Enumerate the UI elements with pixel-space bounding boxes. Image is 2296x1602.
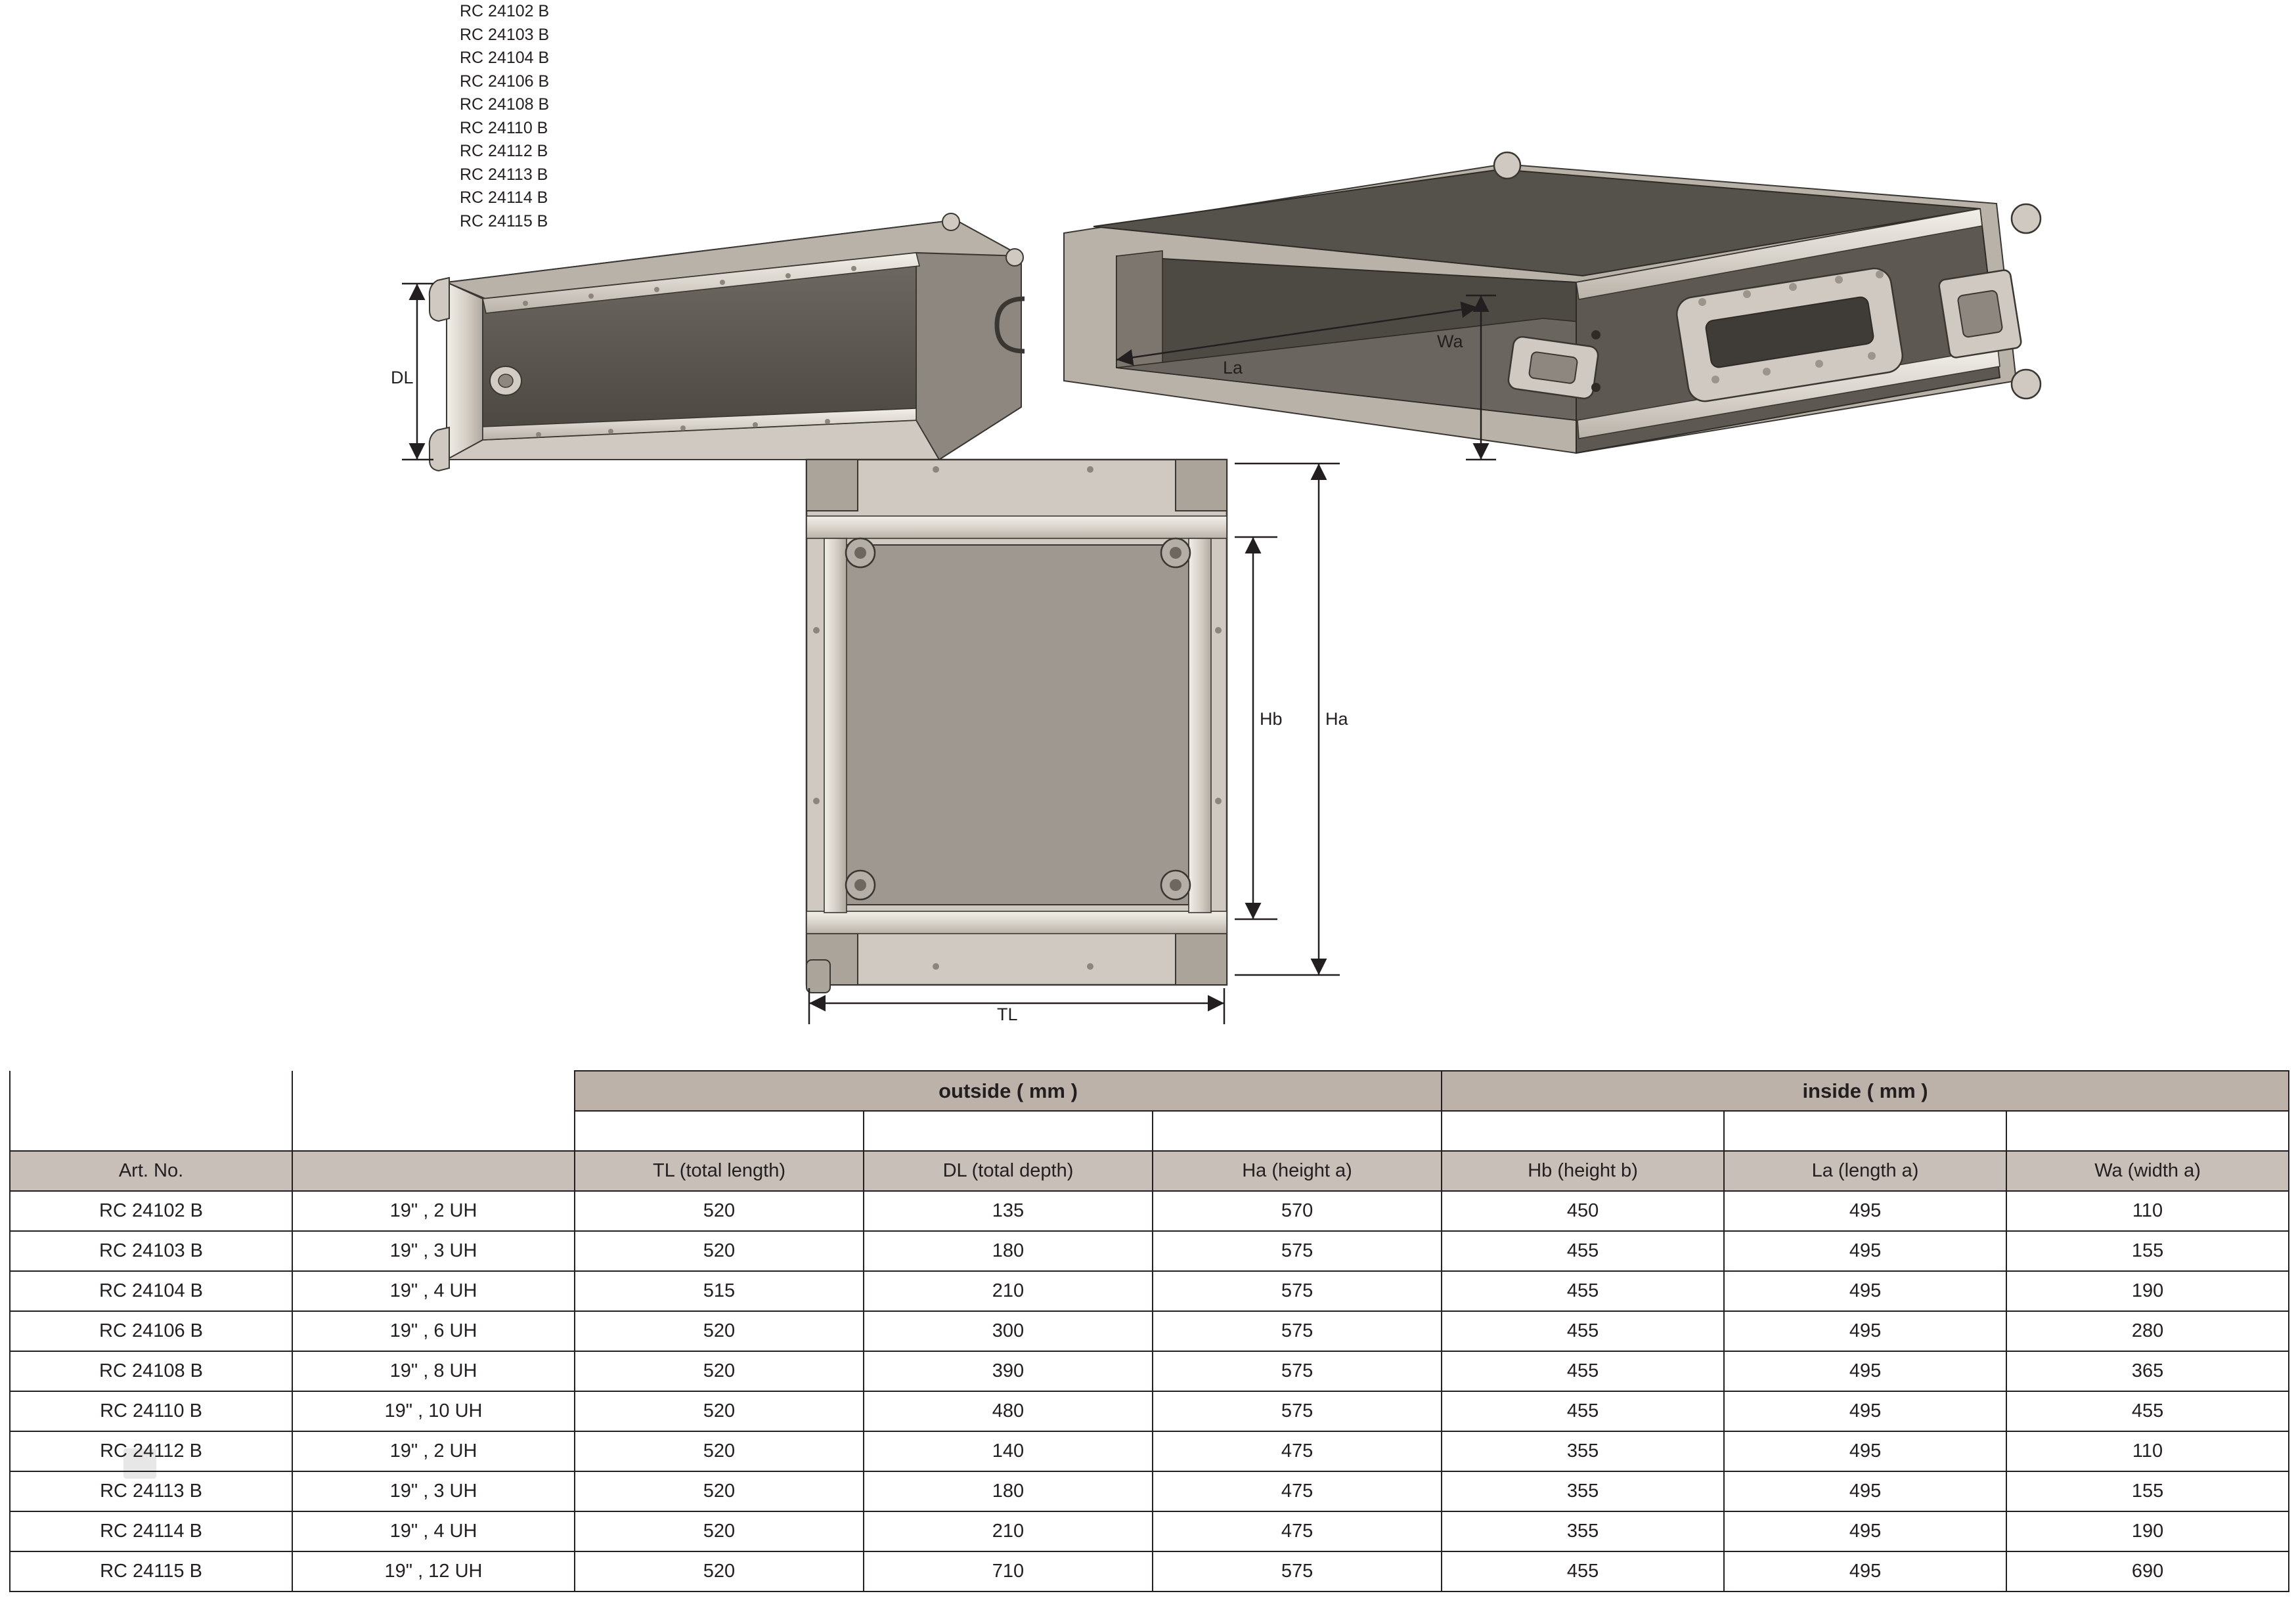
article-number: RC 24110 B [460,118,548,137]
cell-dl: 390 [864,1351,1153,1391]
cell-la: 495 [1724,1271,2006,1311]
column-header-art-no: Art. No. [10,1151,292,1191]
cell-dl: 180 [864,1231,1153,1271]
table-row [10,1351,2289,1391]
cell-dl: 135 [864,1191,1153,1231]
cell-art-no: RC 24112 B [10,1431,292,1471]
cell-wa: 455 [2006,1391,2289,1431]
table-spacer-row [10,1111,2289,1151]
cell-tl: 515 [575,1271,864,1311]
cell-format: 19" , 8 UH [292,1351,575,1391]
column-header-ha: Ha (height a) [1153,1151,1442,1191]
cell-tl: 520 [575,1431,864,1471]
cell-tl: 520 [575,1511,864,1551]
empty-cell [10,1111,292,1151]
cell-wa: 155 [2006,1231,2289,1271]
cell-hb: 455 [1442,1351,1724,1391]
empty-cell [292,1111,575,1151]
cell-hb: 355 [1442,1511,1724,1551]
cell-dl: 210 [864,1271,1153,1311]
dimension-label-hb: Hb [1260,709,1283,729]
cell-art-no: RC 24108 B [10,1351,292,1391]
dimension-label-tl: TL [997,1005,1018,1024]
cell-ha: 575 [1153,1311,1442,1351]
column-header-hb: Hb (height b) [1442,1151,1724,1191]
empty-cell [1442,1111,1724,1151]
table-row [10,1431,2289,1471]
empty-cell [1153,1111,1442,1151]
table-row [10,1471,2289,1511]
cell-ha: 575 [1153,1551,1442,1591]
cell-format: 19" , 3 UH [292,1471,575,1511]
cell-format: 19" , 3 UH [292,1231,575,1271]
table-row [10,1551,2289,1591]
catch-clip [1507,336,1599,399]
group-header-inside: inside ( mm ) [1442,1071,2289,1111]
cell-dl: 210 [864,1511,1153,1551]
cell-la: 495 [1724,1351,2006,1391]
cell-hb: 455 [1442,1271,1724,1311]
cell-ha: 575 [1153,1391,1442,1431]
cell-wa: 190 [2006,1511,2289,1551]
empty-cell [575,1111,864,1151]
cell-la: 495 [1724,1311,2006,1351]
article-number: RC 24104 B [460,49,550,67]
cell-tl: 520 [575,1231,864,1271]
cell-art-no: RC 24103 B [10,1231,292,1271]
dimension-label-la: La [1223,358,1243,378]
cell-format: 19" , 4 UH [292,1511,575,1551]
cell-tl: 520 [575,1191,864,1231]
specification-table [9,1070,2289,1592]
column-header-la: La (length a) [1724,1151,2006,1191]
cell-la: 495 [1724,1551,2006,1591]
cell-art-no: RC 24115 B [10,1551,292,1591]
table-row [10,1231,2289,1271]
cell-la: 495 [1724,1391,2006,1431]
cell-format: 19" , 6 UH [292,1311,575,1351]
butterfly-latch [1938,269,2021,358]
column-header-dl: DL (total depth) [864,1151,1153,1191]
table-row [10,1311,2289,1351]
empty-cell [1724,1111,2006,1151]
cell-ha: 570 [1153,1191,1442,1231]
cell-art-no: RC 24113 B [10,1471,292,1511]
cell-wa: 155 [2006,1471,2289,1511]
cell-art-no: RC 24114 B [10,1511,292,1551]
article-number: RC 24113 B [460,165,548,184]
cell-ha: 475 [1153,1471,1442,1511]
cell-hb: 355 [1442,1431,1724,1471]
cell-dl: 300 [864,1311,1153,1351]
article-number: RC 24102 B [460,2,550,20]
table-column-header-row [10,1151,2289,1191]
table-row [10,1511,2289,1551]
cell-wa: 365 [2006,1351,2289,1391]
cell-la: 495 [1724,1191,2006,1231]
cell-hb: 455 [1442,1391,1724,1431]
cell-hb: 455 [1442,1551,1724,1591]
cell-art-no: RC 24106 B [10,1311,292,1351]
article-number: RC 24106 B [460,72,550,91]
cell-wa: 280 [2006,1311,2289,1351]
cell-format: 19" , 10 UH [292,1391,575,1431]
lid-view [402,213,1023,471]
empty-cell [2006,1111,2289,1151]
cell-ha: 475 [1153,1511,1442,1551]
cell-dl: 480 [864,1391,1153,1431]
article-number: RC 24103 B [460,25,550,44]
cell-wa: 110 [2006,1191,2289,1231]
cell-la: 495 [1724,1231,2006,1271]
cell-art-no: RC 24104 B [10,1271,292,1311]
article-number: RC 24114 B [460,188,548,207]
group-header-outside: outside ( mm ) [575,1071,1442,1111]
empty-cell [864,1111,1153,1151]
dimension-label-wa: Wa [1437,332,1463,351]
cell-tl: 520 [575,1391,864,1431]
table-row [10,1391,2289,1431]
cell-ha: 475 [1153,1431,1442,1471]
cell-format: 19" , 2 UH [292,1431,575,1471]
cell-dl: 710 [864,1551,1153,1591]
cell-tl: 520 [575,1311,864,1351]
cell-ha: 575 [1153,1351,1442,1391]
cell-art-no: RC 24102 B [10,1191,292,1231]
column-header-tl: TL (total length) [575,1151,864,1191]
cell-hb: 450 [1442,1191,1724,1231]
cell-hb: 455 [1442,1311,1724,1351]
cell-wa: 190 [2006,1271,2289,1311]
table-row [10,1271,2289,1311]
cell-tl: 520 [575,1471,864,1511]
article-number: RC 24108 B [460,95,550,114]
empty-cell [10,1071,292,1111]
cell-wa: 110 [2006,1431,2289,1471]
cell-format: 19" , 12 UH [292,1551,575,1591]
cell-art-no: RC 24110 B [10,1391,292,1431]
dimension-label-dl: DL [391,368,414,387]
table-group-header-row [10,1071,2289,1111]
cell-ha: 575 [1153,1231,1442,1271]
column-header-format [292,1151,575,1191]
cell-la: 495 [1724,1511,2006,1551]
cell-tl: 520 [575,1551,864,1591]
case-open-view [997,152,2041,460]
cell-format: 19" , 2 UH [292,1191,575,1231]
dimension-label-ha: Ha [1325,709,1348,729]
cell-tl: 520 [575,1351,864,1391]
empty-cell [292,1071,575,1111]
cell-la: 495 [1724,1471,2006,1511]
cell-wa: 690 [2006,1551,2289,1591]
cell-la: 495 [1724,1431,2006,1471]
article-number: RC 24112 B [460,142,548,160]
article-number: RC 24115 B [460,211,548,230]
front-view [806,460,1340,1024]
cell-hb: 455 [1442,1231,1724,1271]
table-row [10,1191,2289,1231]
column-header-wa: Wa (width a) [2006,1151,2289,1191]
cell-hb: 355 [1442,1471,1724,1511]
cell-dl: 180 [864,1471,1153,1511]
cell-dl: 140 [864,1431,1153,1471]
cell-format: 19" , 4 UH [292,1271,575,1311]
cell-ha: 575 [1153,1271,1442,1311]
